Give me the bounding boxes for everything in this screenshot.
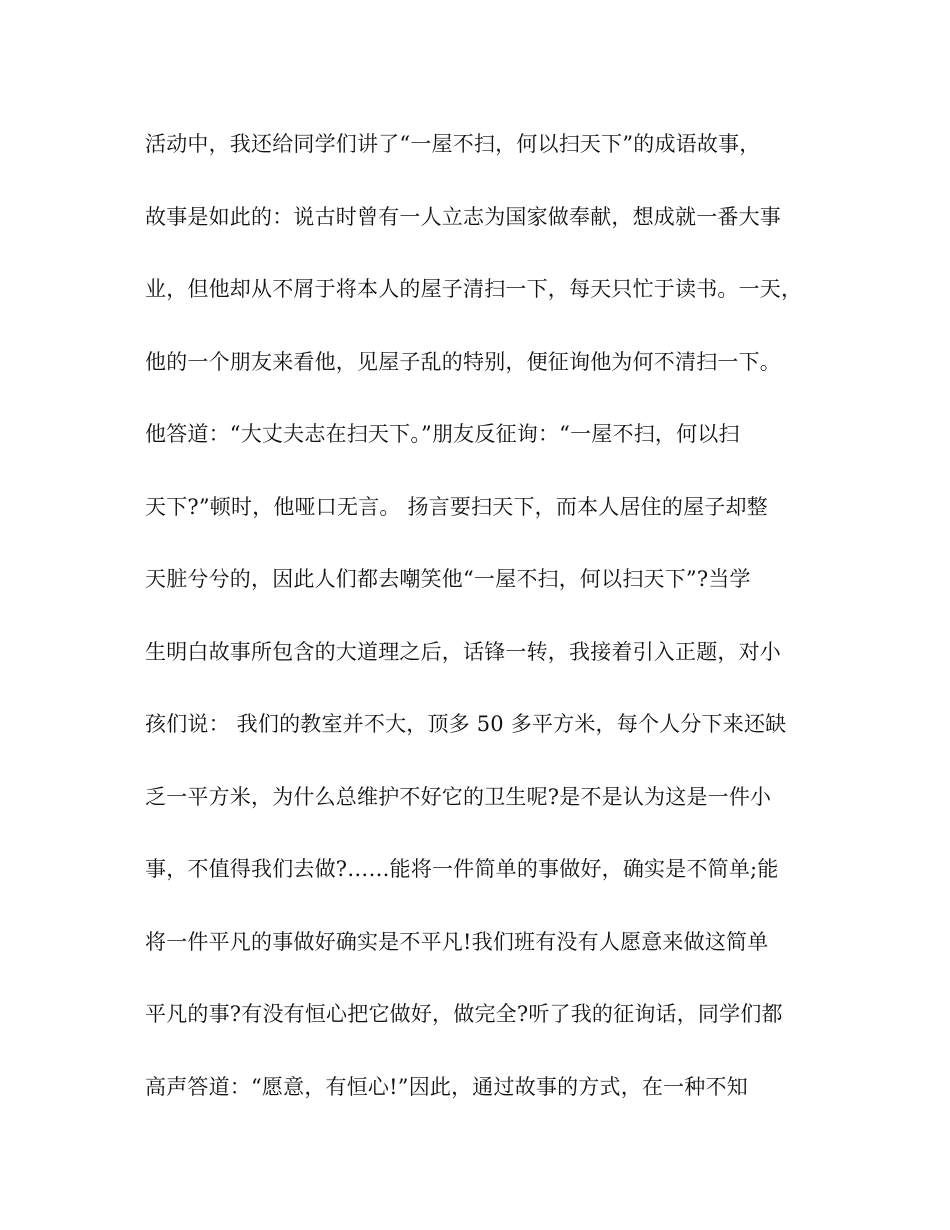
text-line: 乏一平方米，为什么总维护不好它的卫生呢?是不是认为这是一件小 bbox=[145, 784, 772, 809]
text-line: 天脏兮兮的，因此人们都去嘲笑他“一屋不扫，何以扫天下”?当学 bbox=[145, 567, 751, 591]
text-line: 事，不值得我们去做?……能将一件简单的事做好，确实是不简单;能 bbox=[145, 857, 779, 881]
text-line: 孩们说： 我们的教室并不大，顶多 50 多平方米，每个人分下来还缺 bbox=[145, 712, 787, 736]
text-line: 将一件平凡的事做好确实是不平凡!我们班有没有人愿意来做这简单 bbox=[145, 929, 769, 954]
text-line: 活动中，我还给同学们讲了“一屋不扫，何以扫天下”的成语故事， bbox=[145, 132, 761, 156]
body-text bbox=[145, 120, 825, 1135]
text-line: 高声答道：“愿意，有恒心!”因此，通过故事的方式，在一种不知 bbox=[145, 1074, 748, 1099]
text-line: 天下?”顿时，他哑口无言。 扬言要扫天下，而本人居住的屋子却整 bbox=[145, 494, 768, 519]
text-line: 生明白故事所包含的大道理之后，话锋一转，我接着引入正题，对小 bbox=[145, 639, 781, 664]
text-line: 他的一个朋友来看他，见屋子乱的特别，便征询他为何不清扫一下。 bbox=[145, 349, 781, 374]
text-line: 故事是如此的：说古时曾有一人立志为国家做奉献，想成就一番大事 bbox=[145, 204, 781, 229]
text-line: 他答道：“大丈夫志在扫天下。”朋友反征询：“一屋不扫，何以扫 bbox=[145, 422, 740, 446]
text-line: 业，但他却从不屑于将本人的屋子清扫一下，每天只忙于读书。一天， bbox=[145, 277, 803, 301]
text-line: 平凡的事?有没有恒心把它做好，做完全?听了我的征询话，同学们都 bbox=[145, 1002, 783, 1026]
